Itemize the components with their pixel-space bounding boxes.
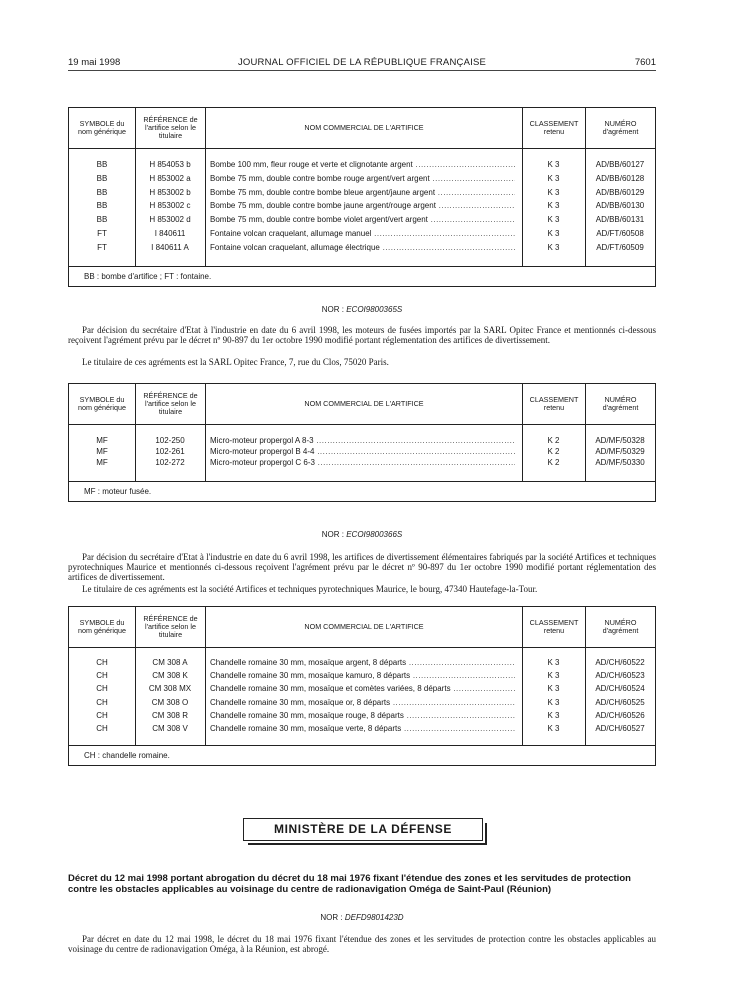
header-symbole: SYMBOLE du nom générique <box>78 618 126 635</box>
symbole-cell: CH <box>96 684 108 694</box>
nom-cell: Chandelle romaine 30 mm, mosaïque or, 8 départs ..... <box>210 696 515 709</box>
nom-cell: Bombe 75 mm, double contre bombe violet argent/vert argent ..... <box>210 213 515 227</box>
numero-cell: AD/CH/60527 <box>595 724 645 733</box>
classement-cell: K 3 <box>547 173 560 183</box>
nom-cell: Chandelle romaine 30 mm, mosaïque argent, 8 départs ..... <box>210 656 515 669</box>
reference-cell: CM 308 K <box>152 671 188 681</box>
numero-cell: AD/FT/60509 <box>596 242 644 252</box>
numero-cell: AD/CH/60525 <box>595 697 645 707</box>
nom-cell: Fontaine volcan craquelant, allumage manuel ..... <box>210 227 515 241</box>
classement-cell: K 3 <box>547 215 560 225</box>
reference-cell: CM 308 A <box>152 658 188 667</box>
reference-cell: 102-250 <box>155 436 185 445</box>
table-header <box>69 384 655 425</box>
nom-cell: Chandelle romaine 30 mm, mosaïque kamuro, 8 départs ..... <box>210 669 515 682</box>
symbole-cell: CH <box>96 697 108 707</box>
table-legend: MF : moteur fusée. <box>69 481 655 501</box>
header-numero: NUMÉRO d'agrément <box>585 607 655 647</box>
classement-cell: K 3 <box>547 229 560 238</box>
nom-cell: Micro-moteur propergol C 6-3 ..... <box>210 457 515 468</box>
classement-cell: K 2 <box>547 458 560 468</box>
header-reference: RÉFÉRENCE de l'artifice selon le titulaire <box>135 384 205 424</box>
table-row <box>69 457 655 468</box>
holder-paragraph: Le titulaire de ces agréments est la société Artifices et techniques pyrotechniques Maurice, le bourg, 47340 Hautefage-la-Tour. <box>82 584 538 594</box>
table-row <box>69 227 655 241</box>
numero-cell: AD/BB/60131 <box>595 215 645 225</box>
reference-cell: H 853002 d <box>149 215 191 225</box>
issue-date: 19 mai 1998 <box>68 57 121 68</box>
table-row <box>69 199 655 213</box>
header-rule <box>68 70 656 71</box>
reference-cell: 102-261 <box>155 447 185 457</box>
classement-cell: K 3 <box>547 684 560 694</box>
table-row <box>69 696 655 709</box>
nom-cell: Bombe 75 mm, double contre bombe bleue argent/jaune argent ..... <box>210 186 515 200</box>
classement-cell: K 3 <box>547 160 560 169</box>
header-symbole: SYMBOLE du nom générique <box>78 119 126 136</box>
agrement-table-1 <box>68 107 656 287</box>
symbole-cell: BB <box>96 201 108 211</box>
numero-cell: AD/BB/60128 <box>595 173 645 183</box>
table-row <box>69 241 655 255</box>
classement-cell: K 3 <box>547 201 560 211</box>
symbole-cell: BB <box>96 173 108 183</box>
numero-cell: AD/CH/60523 <box>595 671 645 681</box>
numero-cell: AD/CH/60526 <box>595 710 645 720</box>
classement-cell: K 2 <box>547 436 560 445</box>
table-row <box>69 172 655 186</box>
running-head <box>68 57 656 69</box>
header-nom: NOM COMMERCIAL DE L'ARTIFICE <box>205 607 522 647</box>
numero-cell: AD/MF/50329 <box>595 447 645 457</box>
reference-cell: 102-272 <box>155 458 185 468</box>
table-row <box>69 435 655 446</box>
table-body <box>69 648 655 745</box>
nom-cell: Micro-moteur propergol A 8-3 ..... <box>210 435 515 446</box>
symbole-cell: CH <box>96 724 108 733</box>
nom-cell: Bombe 75 mm, double contre bombe rouge argent/vert argent ..... <box>210 172 515 186</box>
classement-cell: K 3 <box>547 242 560 252</box>
symbole-cell: BB <box>96 215 108 225</box>
nor-code: DEFD9801423D <box>344 913 404 922</box>
table-legend: CH : chandelle romaine. <box>69 745 655 765</box>
table-body <box>69 425 655 481</box>
reference-cell: H 854053 b <box>149 160 191 169</box>
symbole-cell: CH <box>96 658 108 667</box>
header-classement: CLASSEMENT retenu <box>522 607 585 647</box>
classement-cell: K 3 <box>547 187 560 197</box>
symbole-cell: MF <box>96 458 108 468</box>
nor-code: ECOI9800366S <box>346 530 403 539</box>
classement-cell: K 3 <box>547 697 560 707</box>
holder-paragraph: Le titulaire de ces agréments est la SARL Opitec France, 7, rue du Clos, 75020 Paris. <box>82 357 389 367</box>
table-row <box>69 669 655 682</box>
symbole-cell: MF <box>96 447 108 457</box>
table-row <box>69 446 655 457</box>
table-row <box>69 158 655 172</box>
numero-cell: AD/CH/60524 <box>595 684 645 694</box>
nom-cell: Chandelle romaine 30 mm, mosaïque et comètes variées, 8 départs ..... <box>210 682 515 695</box>
table-row <box>69 656 655 669</box>
agrement-table-3 <box>68 606 656 766</box>
reference-cell: CM 308 V <box>152 724 188 733</box>
nom-cell: Chandelle romaine 30 mm, mosaïque verte, 8 départs ..... <box>210 722 515 735</box>
decree-title: Décret du 12 mai 1998 portant abrogation du décret du 18 mai 1976 fixant l'étendue des zones et les servitudes de protection contre les obstacles applicables au voisinage du centre de radionavigation Oméga de Saint-Paul (Réunion) <box>68 873 631 895</box>
numero-cell: AD/BB/60129 <box>595 187 645 197</box>
classement-cell: K 3 <box>547 671 560 681</box>
symbole-cell: FT <box>97 229 107 238</box>
numero-cell: AD/MF/50328 <box>595 436 645 445</box>
symbole-cell: BB <box>96 160 108 169</box>
table-legend: BB : bombe d'artifice ; FT : fontaine. <box>69 266 655 286</box>
header-numero: NUMÉRO d'agrément <box>585 384 655 424</box>
reference-cell: CM 308 MX <box>148 684 192 694</box>
classement-cell: K 3 <box>547 658 560 667</box>
page-number: 7601 <box>634 57 656 68</box>
symbole-cell: CH <box>96 671 108 681</box>
nor-reference-3: NOR : DEFD9801423D <box>320 913 404 922</box>
nom-cell: Chandelle romaine 30 mm, mosaïque rouge, 8 départs ..... <box>210 709 515 722</box>
reference-cell: CM 308 O <box>151 697 189 707</box>
classement-cell: K 3 <box>547 724 560 733</box>
header-symbole: SYMBOLE du nom générique <box>78 395 126 412</box>
nor-reference-2: NOR : ECOI9800366S <box>321 530 403 539</box>
ministry-heading: MINISTÈRE DE LA DÉFENSE <box>243 818 483 841</box>
reference-cell: H 853002 b <box>149 187 191 197</box>
nom-cell: Bombe 100 mm, fleur rouge et verte et clignotante argent ..... <box>210 158 515 172</box>
reference-cell: I 840611 <box>154 229 186 238</box>
header-nom: NOM COMMERCIAL DE L'ARTIFICE <box>205 108 522 148</box>
table-header <box>69 607 655 648</box>
symbole-cell: MF <box>96 436 108 445</box>
reference-cell: H 853002 a <box>149 173 191 183</box>
header-classement: CLASSEMENT retenu <box>522 108 585 148</box>
decision-paragraph: Par décision du secrétaire d'Etat à l'industrie en date du 6 avril 1998, les moteurs de fusées importés par la SARL Opitec France et mentionnés ci-dessous reçoivent l'agrément prévu par le décret nº 90-897 du 1er octobre 1990 modifié portant réglementation des artifices de divertissement. <box>68 325 656 345</box>
table-row <box>69 186 655 200</box>
symbole-cell: BB <box>96 187 108 197</box>
table-body <box>69 149 655 266</box>
table-header <box>69 108 655 149</box>
nom-cell: Fontaine volcan craquelant, allumage électrique ..... <box>210 241 515 255</box>
decree-paragraph: Par décret en date du 12 mai 1998, le décret du 18 mai 1976 fixant l'étendue des zones et les servitudes de protection contre les obstacles applicables au voisinage du centre de radionavigation Oméga, à la Réunion, est abrogé. <box>68 934 656 954</box>
symbole-cell: FT <box>97 242 107 252</box>
classement-cell: K 2 <box>547 447 560 457</box>
journal-title: JOURNAL OFFICIEL DE LA RÉPUBLIQUE FRANÇAISE <box>237 57 487 68</box>
classement-cell: K 3 <box>547 710 560 720</box>
symbole-cell: CH <box>96 710 108 720</box>
header-classement: CLASSEMENT retenu <box>522 384 585 424</box>
header-reference: RÉFÉRENCE de l'artifice selon le titulaire <box>135 607 205 647</box>
table-row <box>69 682 655 695</box>
table-row <box>69 722 655 735</box>
header-reference: RÉFÉRENCE de l'artifice selon le titulaire <box>135 108 205 148</box>
header-nom: NOM COMMERCIAL DE L'ARTIFICE <box>205 384 522 424</box>
reference-cell: H 853002 c <box>149 201 191 211</box>
header-numero: NUMÉRO d'agrément <box>585 108 655 148</box>
numero-cell: AD/BB/60130 <box>595 201 645 211</box>
table-row <box>69 213 655 227</box>
nom-cell: Bombe 75 mm, double contre bombe jaune argent/rouge argent ..... <box>210 199 515 213</box>
numero-cell: AD/BB/60127 <box>595 160 645 169</box>
decision-paragraph: Par décision du secrétaire d'Etat à l'industrie en date du 6 avril 1998, les artifices de divertissement élémentaires fabriqués par la société Artifices et techniques pyrotechniques Maurice et mentionnés ci-dessous reçoivent l'agrément prévu par le décret nº 90-897 du 1er octobre 1990 modifié portant réglementation des artifices de divertissement. <box>68 552 656 582</box>
table-row <box>69 709 655 722</box>
nom-cell: Micro-moteur propergol B 4-4 ..... <box>210 446 515 457</box>
reference-cell: I 840611 A <box>151 242 189 252</box>
nor-code: ECOI9800365S <box>346 305 403 314</box>
numero-cell: AD/MF/50330 <box>595 458 645 468</box>
numero-cell: AD/CH/60522 <box>595 658 645 667</box>
reference-cell: CM 308 R <box>151 710 188 720</box>
numero-cell: AD/FT/60508 <box>596 229 644 238</box>
nor-reference-1: NOR : ECOI9800365S <box>321 305 403 314</box>
agrement-table-2 <box>68 383 656 502</box>
